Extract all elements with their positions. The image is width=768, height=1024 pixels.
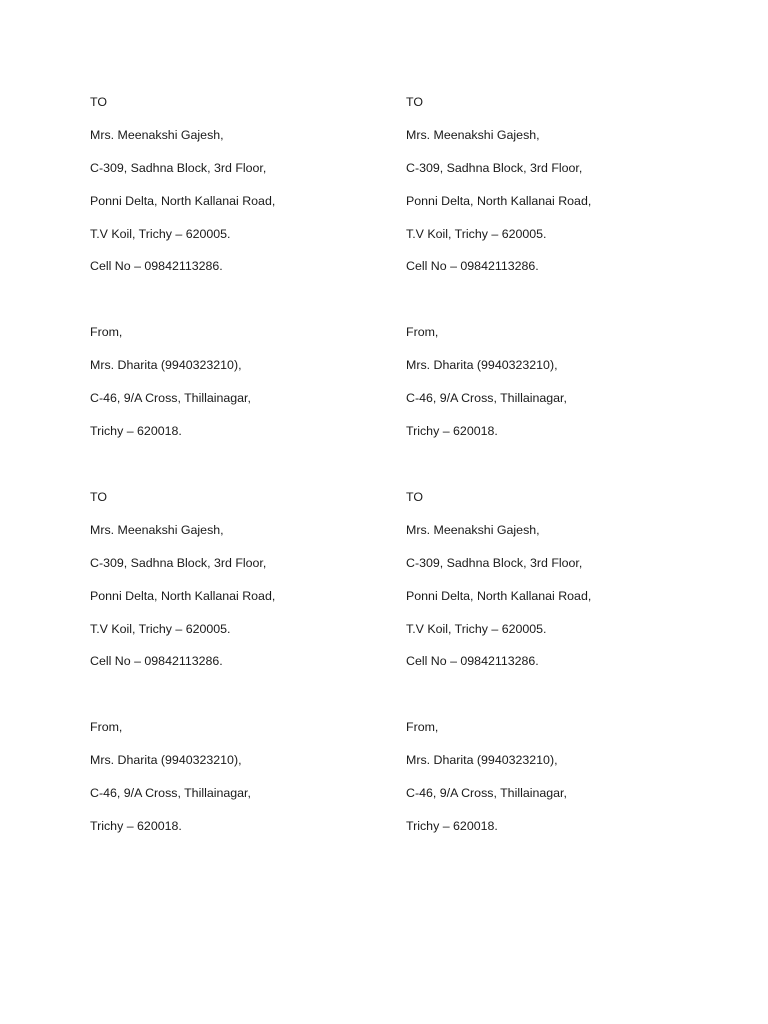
sender-name: Mrs. Dharita (9940323210),: [406, 753, 558, 768]
recipient-address-line: C-309, Sadhna Block, 3rd Floor,: [90, 555, 267, 570]
recipient-phone: Cell No – 09842113286.: [406, 259, 539, 274]
recipient-phone: Cell No – 09842113286.: [90, 654, 223, 669]
recipient-city-line: T.V Koil, Trichy – 620005.: [90, 621, 231, 636]
sender-name: Mrs. Dharita (9940323210),: [406, 358, 558, 373]
recipient-address-line: C-309, Sadhna Block, 3rd Floor,: [406, 160, 583, 175]
to-heading: TO: [90, 95, 107, 109]
recipient-address-line: C-309, Sadhna Block, 3rd Floor,: [406, 555, 583, 570]
sender-city-line: Trichy – 620018.: [90, 818, 182, 833]
recipient-address-line: Ponni Delta, North Kallanai Road,: [406, 588, 592, 603]
recipient-name: Mrs. Meenakshi Gajesh,: [90, 127, 224, 142]
spacer: [90, 291, 390, 324]
recipient-address-line: Ponni Delta, North Kallanai Road,: [90, 193, 276, 208]
address-label-bottom-left: [90, 489, 390, 851]
spacer: [406, 291, 706, 324]
address-label-top-right: [406, 94, 706, 456]
recipient-address-line: Ponni Delta, North Kallanai Road,: [90, 588, 276, 603]
to-heading: TO: [406, 490, 423, 504]
recipient-city-line: T.V Koil, Trichy – 620005.: [406, 621, 547, 636]
from-heading: From,: [406, 720, 439, 735]
recipient-phone: Cell No – 09842113286.: [90, 259, 223, 274]
recipient-name: Mrs. Meenakshi Gajesh,: [406, 522, 540, 537]
from-heading: From,: [406, 325, 439, 340]
sender-name: Mrs. Dharita (9940323210),: [90, 753, 242, 768]
recipient-city-line: T.V Koil, Trichy – 620005.: [90, 226, 231, 241]
sender-address-line: C-46, 9/A Cross, Thillainagar,: [406, 786, 567, 801]
sender-address-line: C-46, 9/A Cross, Thillainagar,: [406, 391, 567, 406]
sender-name: Mrs. Dharita (9940323210),: [90, 358, 242, 373]
sender-city-line: Trichy – 620018.: [406, 423, 498, 438]
recipient-address-line: C-309, Sadhna Block, 3rd Floor,: [90, 160, 267, 175]
from-heading: From,: [90, 720, 123, 735]
recipient-address-line: Ponni Delta, North Kallanai Road,: [406, 193, 592, 208]
recipient-name: Mrs. Meenakshi Gajesh,: [90, 522, 224, 537]
spacer: [406, 686, 706, 719]
spacer: [90, 686, 390, 719]
sender-address-line: C-46, 9/A Cross, Thillainagar,: [90, 391, 251, 406]
sender-city-line: Trichy – 620018.: [406, 818, 498, 833]
to-heading: TO: [406, 95, 423, 109]
sender-address-line: C-46, 9/A Cross, Thillainagar,: [90, 786, 251, 801]
from-heading: From,: [90, 325, 123, 340]
to-heading: TO: [90, 490, 107, 504]
sender-city-line: Trichy – 620018.: [90, 423, 182, 438]
recipient-name: Mrs. Meenakshi Gajesh,: [406, 127, 540, 142]
recipient-city-line: T.V Koil, Trichy – 620005.: [406, 226, 547, 241]
address-label-bottom-right: [406, 489, 706, 851]
address-label-top-left: [90, 94, 390, 456]
recipient-phone: Cell No – 09842113286.: [406, 654, 539, 669]
